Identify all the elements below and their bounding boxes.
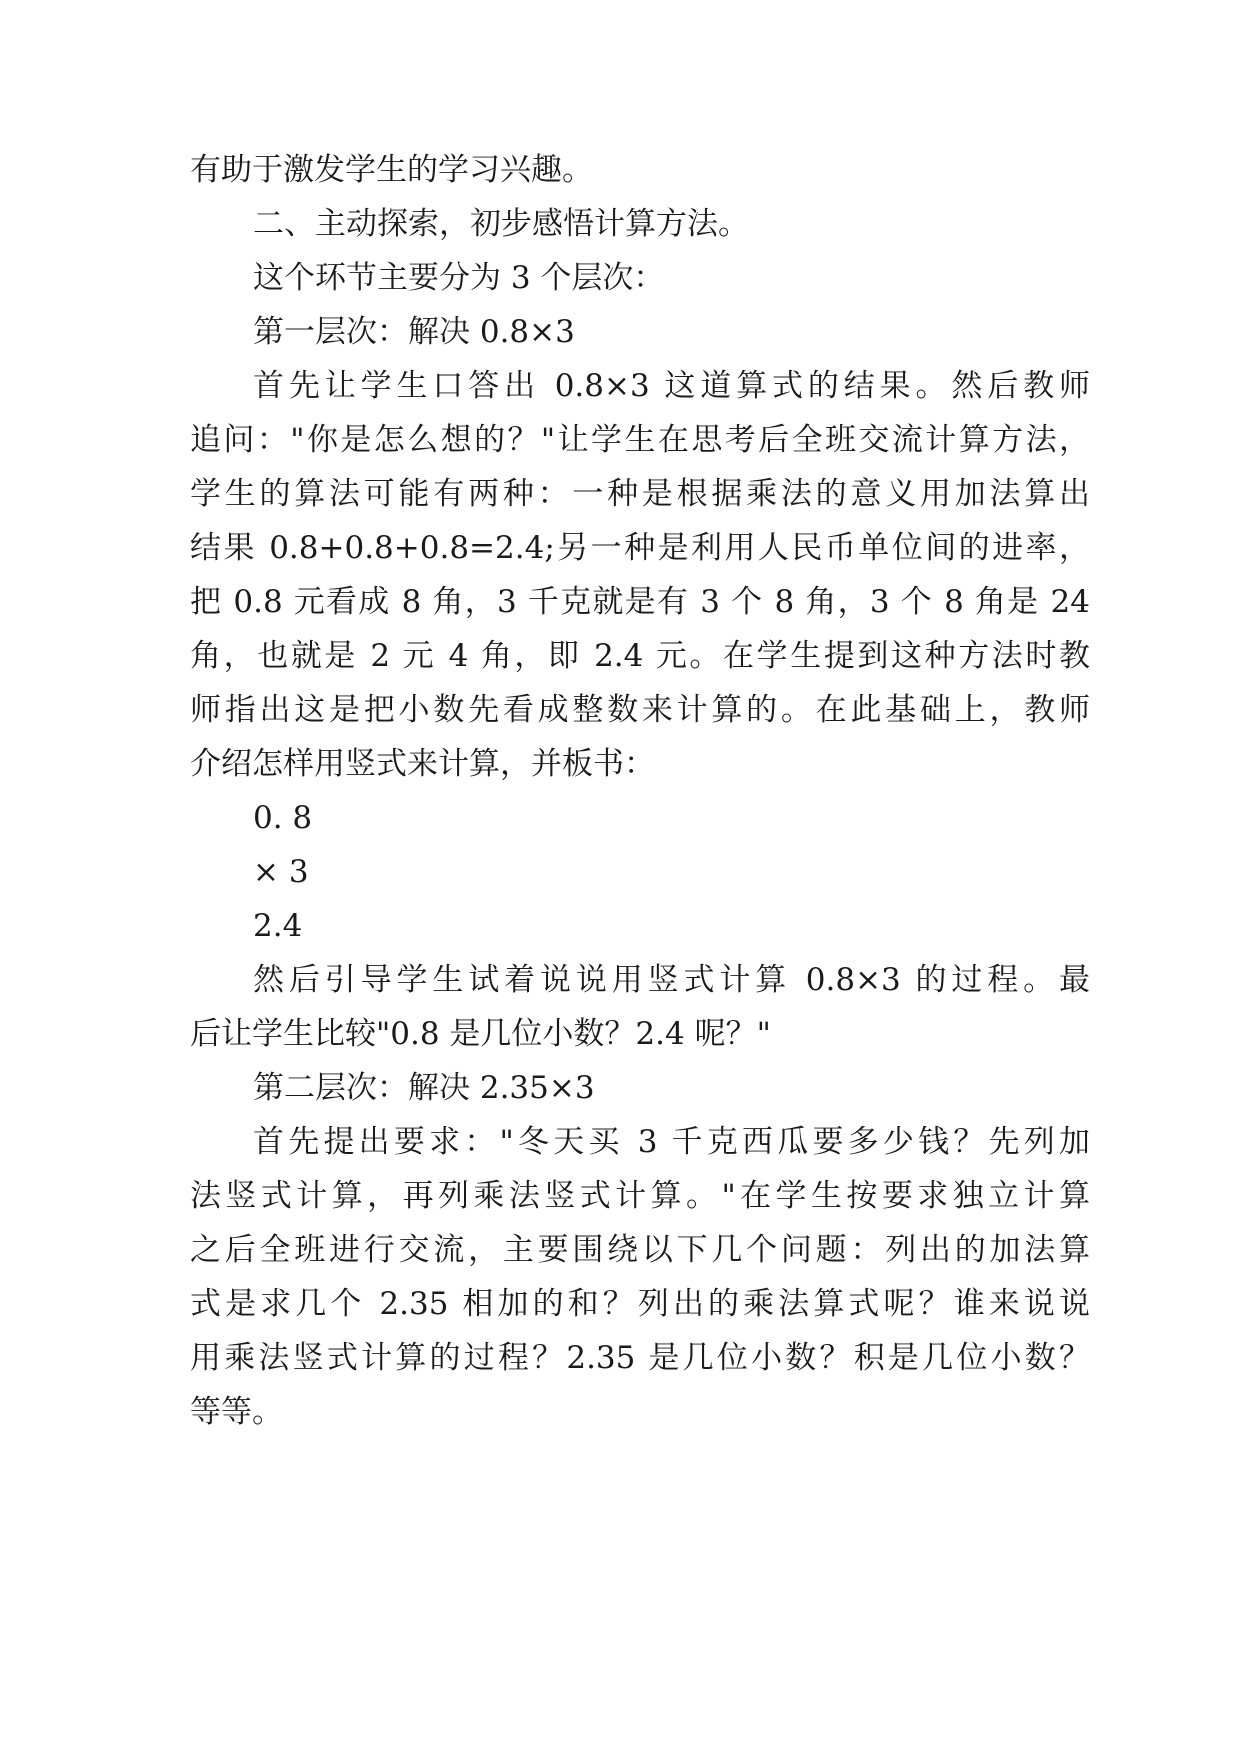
paragraph-line: 角，也就是 2 元 4 角，即 2.4 元。在学生提到这种方法时教 [190,638,1090,674]
paragraph-line: 首先提出要求："冬天买 3 千克西瓜要多少钱？先列加 [253,1124,1090,1160]
paragraph-line: 有助于激发学生的学习兴趣。 [190,152,593,188]
paragraph-line: 这个环节主要分为 3 个层次： [253,260,665,296]
subsection-heading: 第二层次：解决 2.35×3 [253,1070,595,1106]
paragraph-line: 首先让学生口答出 0.8×3 这道算式的结果。然后教师 [253,368,1090,404]
paragraph-line: 等等。 [190,1394,283,1430]
paragraph-line: 然后引导学生试着说说用竖式计算 0.8×3 的过程。最 [253,962,1090,998]
subsection-heading: 第一层次：解决 0.8×3 [253,314,575,350]
vertical-calc-multiplier: × 3 [253,854,309,890]
paragraph-line: 用乘法竖式计算的过程？2.35 是几位小数？积是几位小数？ [190,1340,1090,1376]
paragraph-line: 追问："你是怎么想的？"让学生在思考后全班交流计算方法， [190,422,1090,458]
paragraph-line: 结果 0.8+0.8+0.8=2.4;另一种是利用人民币单位间的进率， [190,530,1090,566]
paragraph-line: 之后全班进行交流，主要围绕以下几个问题：列出的加法算 [190,1232,1090,1268]
paragraph-line: 式是求几个 2.35 相加的和？列出的乘法算式呢？谁来说说 [190,1286,1090,1322]
paragraph-line: 介绍怎样用竖式来计算，并板书： [190,746,655,782]
paragraph-line: 学生的算法可能有两种：一种是根据乘法的意义用加法算出 [190,476,1090,512]
paragraph-line: 法竖式计算，再列乘法竖式计算。"在学生按要求独立计算 [190,1178,1090,1214]
paragraph-line: 师指出这是把小数先看成整数来计算的。在此基础上，教师 [190,692,1090,728]
vertical-calc-multiplicand: 0. 8 [253,800,313,836]
vertical-calc-product: 2.4 [253,908,303,944]
paragraph-line: 后让学生比较"0.8 是几位小数？2.4 呢？" [190,1016,771,1052]
paragraph-line: 把 0.8 元看成 8 角，3 千克就是有 3 个 8 角，3 个 8 角是 24 [190,584,1090,620]
section-heading: 二、主动探索，初步感悟计算方法。 [253,206,749,242]
